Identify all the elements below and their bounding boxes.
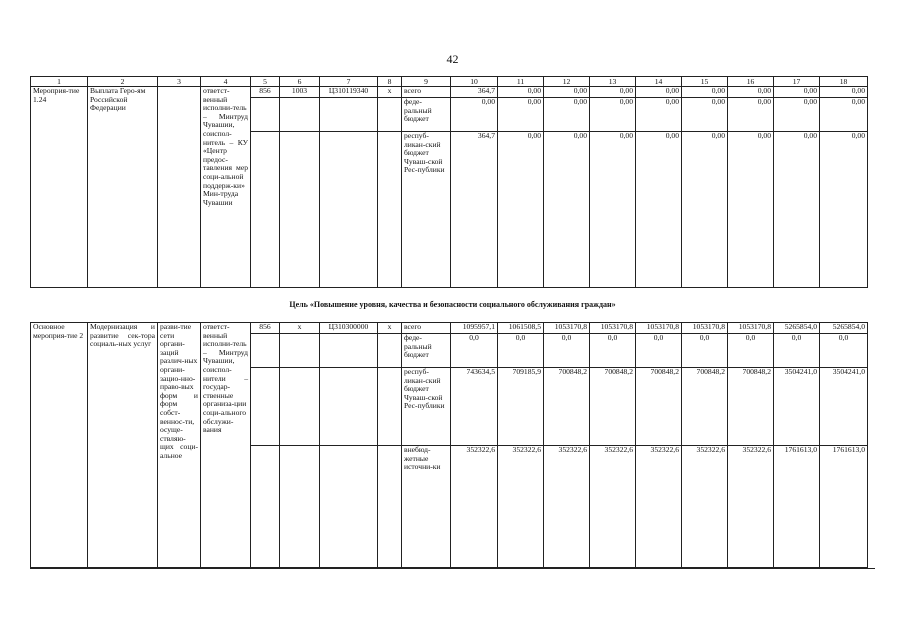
value-cell: 700848,2	[544, 368, 590, 446]
value-cell: 0,0	[451, 334, 498, 368]
table-row	[31, 323, 868, 334]
value-cell: 0,0	[590, 334, 636, 368]
responsible-executor: ответст-венный исполни-тель – Минтруд Чувашии, соиспол-нитель – КУ «Центр предос-тавления мер соци-альной поддерж-ки» Мин-труда Чувашии	[201, 87, 251, 288]
expense-type-code: x	[378, 87, 402, 98]
target-article-code: Ц310119340	[320, 87, 378, 98]
value-cell: 700848,2	[728, 368, 774, 446]
column-header: 2	[88, 77, 158, 87]
column-header: 5	[251, 77, 280, 87]
value-cell: 0,00	[636, 132, 682, 288]
column-header: 18	[820, 77, 868, 87]
grbs-code	[251, 98, 280, 132]
grbs-code: 856	[251, 323, 280, 334]
expense-type-code	[378, 98, 402, 132]
value-cell: 709185,9	[498, 368, 544, 446]
column-header: 4	[201, 77, 251, 87]
value-cell: 0,0	[636, 334, 682, 368]
event-code: Мероприя-тие 1.24	[31, 87, 88, 288]
value-cell: 0,0	[544, 334, 590, 368]
value-cell: 3504241,0	[774, 368, 820, 446]
column-header: 17	[774, 77, 820, 87]
value-cell: 700848,2	[682, 368, 728, 446]
value-cell: 0,00	[728, 87, 774, 98]
value-cell: 0,0	[820, 334, 868, 368]
table-bottom-rule	[30, 568, 875, 569]
value-cell: 0,00	[728, 132, 774, 288]
value-cell: 352322,6	[451, 446, 498, 568]
value-cell: 0,00	[498, 87, 544, 98]
event-name: Модернизация и развитие сек-тора социаль-ных услуг	[88, 323, 158, 568]
value-cell: 0,0	[498, 334, 544, 368]
event-code: Основное мероприя-тие 2	[31, 323, 88, 568]
grbs-code	[251, 334, 280, 368]
page-number: 42	[446, 52, 459, 66]
column-header: 9	[402, 77, 451, 87]
column-header: 1	[31, 77, 88, 87]
value-cell: 0,00	[682, 98, 728, 132]
value-cell: 0,00	[544, 132, 590, 288]
section-code	[280, 334, 320, 368]
value-cell: 0,00	[590, 87, 636, 98]
expense-type-code	[378, 446, 402, 568]
event-goal: разви-тие сети органи-заций различ-ных органи-зацио-нно-право-вых форм и форм собст-веннос-ти, осуще-ствляю-щих соци-альное	[158, 323, 201, 568]
column-header: 3	[158, 77, 201, 87]
value-cell: 0,00	[590, 132, 636, 288]
column-number-row	[31, 77, 868, 87]
section-code	[280, 368, 320, 446]
grbs-code: 856	[251, 87, 280, 98]
value-cell: 352322,6	[728, 446, 774, 568]
column-header: 11	[498, 77, 544, 87]
value-cell: 1761613,0	[774, 446, 820, 568]
value-cell: 0,00	[820, 98, 868, 132]
value-cell: 364,7	[451, 132, 498, 288]
section-code: x	[280, 323, 320, 334]
value-cell: 0,00	[451, 98, 498, 132]
value-cell: 1053170,8	[636, 323, 682, 334]
value-cell: 0,0	[728, 334, 774, 368]
value-cell: 352322,6	[544, 446, 590, 568]
value-cell: 352322,6	[498, 446, 544, 568]
expense-type-code	[378, 368, 402, 446]
column-header: 14	[636, 77, 682, 87]
value-cell: 5265854,0	[820, 323, 868, 334]
value-cell: 1053170,8	[544, 323, 590, 334]
funding-source: всего	[402, 87, 451, 98]
value-cell: 1053170,8	[728, 323, 774, 334]
value-cell: 0,00	[636, 87, 682, 98]
value-cell: 743634,5	[451, 368, 498, 446]
grbs-code	[251, 368, 280, 446]
value-cell: 0,00	[820, 132, 868, 288]
value-cell: 352322,6	[636, 446, 682, 568]
responsible-executor: ответст-венный исполни-тель – Минтруд Чувашии, соиспол-нители – государ-ственные организа-ции соци-ального обслужи-вания	[201, 323, 251, 568]
funding-source: внебюд-жетные источни-ки	[402, 446, 451, 568]
section-code	[280, 98, 320, 132]
value-cell: 0,00	[498, 132, 544, 288]
funding-source: респуб-ликан-ский бюджет Чуваш-ской Рес-публики	[402, 368, 451, 446]
section-code	[280, 132, 320, 288]
value-cell: 0,00	[774, 98, 820, 132]
value-cell: 352322,6	[590, 446, 636, 568]
value-cell: 0,00	[590, 98, 636, 132]
budget-table-block-2	[30, 322, 868, 568]
value-cell: 0,00	[498, 98, 544, 132]
value-cell: 0,00	[774, 87, 820, 98]
column-header: 13	[590, 77, 636, 87]
value-cell: 352322,6	[682, 446, 728, 568]
value-cell: 5265854,0	[774, 323, 820, 334]
budget-table-block-1	[30, 76, 868, 288]
target-article-code	[320, 334, 378, 368]
column-header: 15	[682, 77, 728, 87]
column-header: 10	[451, 77, 498, 87]
event-name: Выплата Геро-ям Российской Федерации	[88, 87, 158, 288]
column-header: 8	[378, 77, 402, 87]
value-cell: 3504241,0	[820, 368, 868, 446]
goal-heading: Цель «Повышение уровня, качества и безопасности социального обслуживания граждан»	[289, 300, 616, 309]
value-cell: 0,00	[544, 87, 590, 98]
event-goal	[158, 87, 201, 288]
funding-source: респуб-ликан-ский бюджет Чуваш-ской Рес-публики	[402, 132, 451, 288]
grbs-code	[251, 446, 280, 568]
funding-source: всего	[402, 323, 451, 334]
value-cell: 0,00	[728, 98, 774, 132]
value-cell: 1053170,8	[682, 323, 728, 334]
expense-type-code	[378, 132, 402, 288]
value-cell: 700848,2	[590, 368, 636, 446]
column-header: 12	[544, 77, 590, 87]
value-cell: 0,00	[544, 98, 590, 132]
value-cell: 364,7	[451, 87, 498, 98]
column-header: 7	[320, 77, 378, 87]
expense-type-code	[378, 334, 402, 368]
target-article-code	[320, 446, 378, 568]
value-cell: 0,00	[682, 87, 728, 98]
target-article-code	[320, 98, 378, 132]
value-cell: 1061508,5	[498, 323, 544, 334]
funding-source: феде-ральный бюджет	[402, 98, 451, 132]
target-article-code	[320, 368, 378, 446]
value-cell: 0,00	[682, 132, 728, 288]
value-cell: 1095957,1	[451, 323, 498, 334]
target-article-code: Ц310300000	[320, 323, 378, 334]
target-article-code	[320, 132, 378, 288]
section-code: 1003	[280, 87, 320, 98]
column-header: 16	[728, 77, 774, 87]
section-code	[280, 446, 320, 568]
value-cell: 0,00	[636, 98, 682, 132]
column-header: 6	[280, 77, 320, 87]
grbs-code	[251, 132, 280, 288]
value-cell: 0,0	[774, 334, 820, 368]
value-cell: 0,00	[774, 132, 820, 288]
funding-source: феде-ральный бюджет	[402, 334, 451, 368]
value-cell: 0,0	[682, 334, 728, 368]
expense-type-code: x	[378, 323, 402, 334]
value-cell: 1053170,8	[590, 323, 636, 334]
table-row	[31, 87, 868, 98]
value-cell: 0,00	[820, 87, 868, 98]
value-cell: 700848,2	[636, 368, 682, 446]
value-cell: 1761613,0	[820, 446, 868, 568]
